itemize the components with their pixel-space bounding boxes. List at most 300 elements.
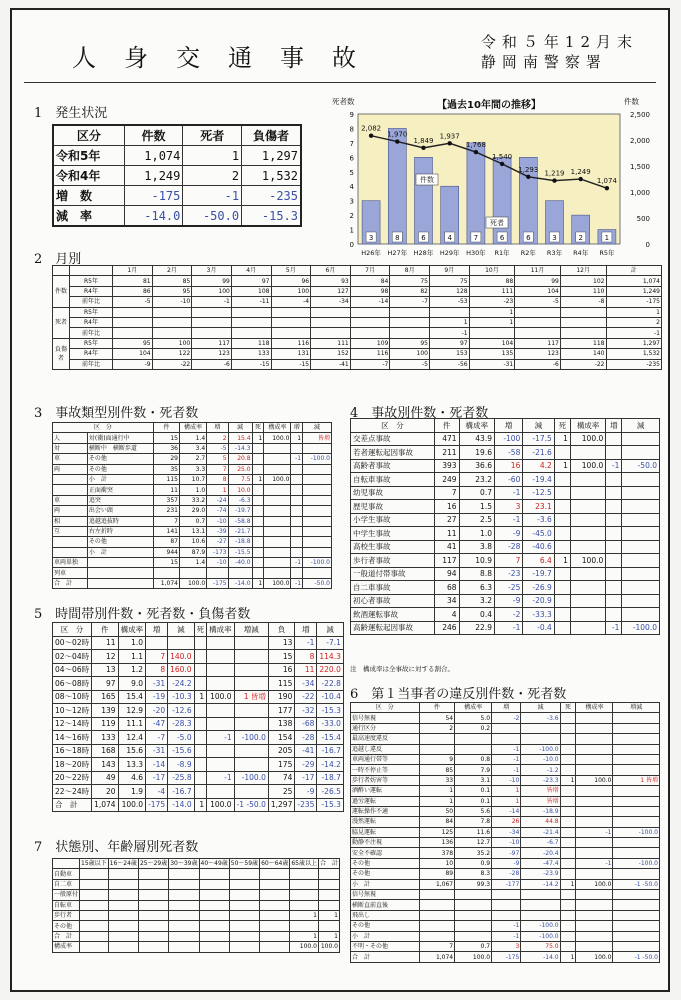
row-label: 不明・その他 bbox=[351, 941, 420, 951]
value-cell: 9.0 bbox=[118, 677, 146, 691]
x-tick-label: R5年 bbox=[599, 249, 615, 257]
table-row bbox=[53, 900, 340, 910]
value-cell: 13.1 bbox=[179, 526, 206, 536]
value-cell: -1 bbox=[291, 454, 303, 464]
value-cell bbox=[108, 931, 138, 941]
value-cell bbox=[108, 921, 138, 931]
value-cell bbox=[613, 931, 660, 941]
value-cell: -14.2 bbox=[521, 879, 560, 889]
value-cell bbox=[560, 910, 576, 920]
x-tick-label: H28年 bbox=[413, 249, 434, 257]
value-cell bbox=[554, 581, 570, 595]
value-cell: 1 bbox=[554, 432, 570, 446]
value-cell bbox=[570, 473, 605, 487]
value-cell: -7.1 bbox=[317, 636, 343, 650]
value-cell: 117 bbox=[434, 554, 459, 568]
value-cell: 100.0 bbox=[455, 952, 492, 962]
value-cell: 43.9 bbox=[459, 432, 494, 446]
value-cell: -175 bbox=[492, 952, 521, 962]
table-row bbox=[53, 307, 662, 317]
value-cell bbox=[264, 526, 291, 536]
value-cell: 0.7 bbox=[459, 486, 494, 500]
value-cell: 85 bbox=[152, 276, 192, 286]
value-cell bbox=[576, 723, 613, 733]
value-cell: -15.5 bbox=[228, 547, 252, 557]
value-cell bbox=[234, 744, 268, 758]
value-cell: 12 bbox=[92, 650, 118, 664]
header-cell: 30～39歳 bbox=[170, 860, 198, 868]
month-header: 計 bbox=[606, 266, 662, 276]
value-cell: -97 bbox=[492, 848, 521, 858]
value-cell: -100.0 bbox=[303, 454, 332, 464]
value-cell bbox=[108, 900, 138, 910]
value-cell: 4.6 bbox=[118, 771, 146, 785]
value-cell: -21.4 bbox=[521, 827, 560, 837]
value-cell bbox=[622, 473, 660, 487]
value-cell bbox=[80, 900, 109, 910]
row-label: 車両単独 bbox=[53, 558, 88, 568]
bar-label: 7 bbox=[473, 234, 479, 242]
row-label: 最高速度違反 bbox=[351, 734, 420, 744]
value-cell: -32 bbox=[295, 704, 317, 718]
month-header: 8月 bbox=[390, 266, 430, 276]
value-cell: -20.4 bbox=[521, 848, 560, 858]
value-cell: -1 bbox=[494, 486, 522, 500]
value-cell: -1 bbox=[494, 513, 522, 527]
table-row bbox=[351, 419, 660, 433]
value-cell bbox=[194, 717, 207, 731]
value-cell bbox=[613, 744, 660, 754]
value-cell bbox=[291, 516, 303, 526]
value-cell bbox=[228, 568, 252, 578]
row-label: 22～24時 bbox=[53, 785, 92, 799]
header-cell: 死者 bbox=[183, 125, 242, 146]
value-cell: -1 bbox=[183, 186, 242, 206]
value-cell: 23.1 bbox=[523, 500, 554, 514]
value-cell: 220.0 bbox=[317, 663, 343, 677]
value-cell bbox=[318, 879, 339, 889]
table-row bbox=[53, 433, 332, 443]
value-cell bbox=[576, 931, 613, 941]
row-label: 18～20時 bbox=[53, 758, 92, 772]
row-label: その他 bbox=[53, 921, 80, 931]
value-cell: 15 bbox=[153, 433, 179, 443]
value-cell bbox=[554, 486, 570, 500]
header-cell: 増 bbox=[494, 419, 522, 433]
row-label bbox=[53, 474, 88, 484]
row-label: 脇見運転 bbox=[351, 827, 420, 837]
row-label: R4年 bbox=[70, 349, 113, 359]
value-cell: 139 bbox=[92, 704, 118, 718]
value-cell: -24.2 bbox=[168, 677, 194, 691]
row-label: 08～10時 bbox=[53, 690, 92, 704]
row-label: 合 計 bbox=[53, 578, 88, 588]
value-cell: 100.0 bbox=[264, 433, 291, 443]
line-label: 1,074 bbox=[596, 177, 617, 186]
value-cell: -14 bbox=[146, 758, 168, 772]
value-cell bbox=[606, 486, 622, 500]
table-row bbox=[53, 474, 332, 484]
row-label: 人 bbox=[53, 433, 88, 443]
value-cell: 1 bbox=[560, 775, 576, 785]
table-row bbox=[53, 349, 662, 359]
value-cell bbox=[207, 650, 235, 664]
value-cell: -6 bbox=[515, 359, 561, 369]
value-cell bbox=[622, 594, 660, 608]
value-cell: -1 bbox=[430, 328, 470, 338]
value-cell bbox=[318, 869, 339, 879]
death-bar bbox=[415, 157, 433, 244]
row-label: 通行区分 bbox=[351, 723, 420, 733]
row-label bbox=[53, 547, 88, 557]
row-label: 小 計 bbox=[87, 474, 153, 484]
value-cell bbox=[311, 307, 351, 317]
table-row bbox=[351, 869, 660, 879]
value-cell: 190 bbox=[268, 690, 294, 704]
value-cell: 1 bbox=[560, 879, 576, 889]
value-cell: 116 bbox=[350, 349, 390, 359]
value-cell: 1.0 bbox=[459, 527, 494, 541]
value-cell bbox=[554, 594, 570, 608]
value-cell bbox=[229, 900, 259, 910]
value-cell: 140.0 bbox=[168, 650, 194, 664]
bar-label: 8 bbox=[395, 234, 400, 242]
value-cell: 54 bbox=[419, 713, 455, 723]
left-tick-label: 9 bbox=[349, 111, 354, 119]
value-cell: 7.5 bbox=[228, 474, 252, 484]
value-cell bbox=[469, 328, 515, 338]
value-cell bbox=[613, 869, 660, 879]
value-cell bbox=[419, 890, 455, 900]
value-cell bbox=[252, 495, 264, 505]
value-cell: -22 bbox=[152, 359, 192, 369]
value-cell bbox=[492, 910, 521, 920]
row-label: 合 計 bbox=[53, 798, 92, 812]
value-cell: -6.3 bbox=[228, 495, 252, 505]
value-cell bbox=[560, 328, 606, 338]
value-cell: 15.4 bbox=[118, 690, 146, 704]
header-cell: 増 bbox=[606, 419, 622, 433]
value-cell: -18.7 bbox=[317, 771, 343, 785]
row-label: R5年 bbox=[70, 338, 113, 348]
value-cell bbox=[291, 485, 303, 495]
value-cell: -41 bbox=[295, 744, 317, 758]
row-label: 横断中 横断歩道 bbox=[87, 443, 153, 453]
value-cell bbox=[606, 554, 622, 568]
violation-table bbox=[350, 702, 660, 963]
month-header: 4月 bbox=[231, 266, 271, 276]
value-cell bbox=[252, 547, 264, 557]
table-row bbox=[351, 931, 660, 941]
month-header: 5月 bbox=[271, 266, 311, 276]
value-cell bbox=[199, 890, 229, 900]
value-cell: 10.6 bbox=[179, 537, 206, 547]
table-row bbox=[351, 594, 660, 608]
row-label: 令和5年 bbox=[53, 146, 124, 166]
row-label: 列車 bbox=[53, 568, 88, 578]
month-header: 11月 bbox=[515, 266, 561, 276]
table-row bbox=[351, 432, 660, 446]
row-label: R4年 bbox=[70, 317, 113, 327]
value-cell: 1.0 bbox=[179, 485, 206, 495]
header-cell: 区 分 bbox=[53, 623, 92, 637]
value-cell bbox=[419, 744, 455, 754]
value-cell bbox=[613, 910, 660, 920]
table-row bbox=[351, 500, 660, 514]
value-cell: 100.0 bbox=[576, 775, 613, 785]
value-cell bbox=[419, 921, 455, 931]
line-label: 1,849 bbox=[413, 136, 434, 145]
value-cell: -175 bbox=[124, 186, 183, 206]
header-divider bbox=[24, 82, 656, 83]
value-cell: -11 bbox=[231, 297, 271, 307]
value-cell bbox=[576, 890, 613, 900]
value-cell: -175 bbox=[207, 578, 228, 588]
value-cell: -100.0 bbox=[303, 558, 332, 568]
table-row bbox=[53, 910, 340, 920]
right-tick-label: 0 bbox=[645, 241, 650, 249]
value-cell bbox=[229, 879, 259, 889]
value-cell: -15.3 bbox=[317, 798, 343, 812]
count-point bbox=[579, 177, 583, 181]
bar-label: 6 bbox=[499, 234, 505, 242]
value-cell bbox=[613, 848, 660, 858]
value-cell bbox=[318, 890, 339, 900]
value-cell: 7.8 bbox=[455, 817, 492, 827]
row-label: 車 bbox=[53, 454, 88, 464]
table-row bbox=[53, 578, 332, 588]
value-cell bbox=[419, 910, 455, 920]
value-cell bbox=[264, 537, 291, 547]
value-cell bbox=[291, 526, 303, 536]
value-cell bbox=[194, 650, 207, 664]
line-label: 1,219 bbox=[544, 169, 565, 178]
value-cell: -14.3 bbox=[228, 443, 252, 453]
value-cell: 118 bbox=[560, 338, 606, 348]
value-cell: 471 bbox=[434, 432, 459, 446]
value-cell: 100.0 bbox=[118, 798, 146, 812]
value-cell: -4 bbox=[271, 297, 311, 307]
value-cell bbox=[169, 910, 199, 920]
row-label: その他 bbox=[87, 537, 153, 547]
row-label: 両 bbox=[53, 464, 88, 474]
value-cell bbox=[350, 317, 390, 327]
value-cell: 115 bbox=[153, 474, 179, 484]
value-cell bbox=[570, 540, 605, 554]
value-cell: 140 bbox=[560, 349, 606, 359]
row-label: 小 計 bbox=[351, 931, 420, 941]
table-row bbox=[351, 786, 660, 796]
value-cell: -28.3 bbox=[168, 717, 194, 731]
value-cell: 4 bbox=[434, 608, 459, 622]
value-cell: -1 -50.0 bbox=[613, 879, 660, 889]
month-header: 10月 bbox=[469, 266, 515, 276]
header-cell: 件 bbox=[434, 419, 459, 433]
value-cell: 1 bbox=[419, 786, 455, 796]
left-tick-label: 8 bbox=[349, 125, 354, 134]
value-cell bbox=[234, 677, 268, 691]
value-cell: 944 bbox=[153, 547, 179, 557]
value-cell bbox=[303, 495, 332, 505]
row-label: 車両通行帯等 bbox=[351, 754, 420, 764]
value-cell: 84 bbox=[419, 817, 455, 827]
value-cell: -14.0 bbox=[228, 578, 252, 588]
state-age-table bbox=[52, 858, 340, 953]
value-cell bbox=[560, 723, 576, 733]
x-tick-label: H27年 bbox=[387, 249, 408, 257]
value-cell: -9 bbox=[492, 858, 521, 868]
value-cell bbox=[554, 567, 570, 581]
value-cell: 3.2 bbox=[459, 594, 494, 608]
value-cell: 100.0 bbox=[576, 879, 613, 889]
table-row bbox=[351, 890, 660, 900]
value-cell: 8.8 bbox=[459, 567, 494, 581]
table-row bbox=[53, 464, 332, 474]
value-cell: 97 bbox=[430, 338, 470, 348]
value-cell: 11 bbox=[434, 527, 459, 541]
value-cell: -3.6 bbox=[521, 713, 560, 723]
value-cell: 122 bbox=[152, 349, 192, 359]
value-cell: 93 bbox=[311, 276, 351, 286]
value-cell bbox=[194, 771, 207, 785]
value-cell bbox=[194, 636, 207, 650]
left-axis-label: 死者数 bbox=[332, 97, 355, 106]
value-cell: -22.8 bbox=[317, 677, 343, 691]
value-cell: -4 bbox=[146, 785, 168, 799]
value-cell: -235 bbox=[295, 798, 317, 812]
count-point bbox=[448, 141, 452, 145]
value-cell bbox=[606, 432, 622, 446]
value-cell: 75 bbox=[430, 276, 470, 286]
value-cell: -50.0 bbox=[622, 459, 660, 473]
value-cell: 1 bbox=[194, 798, 207, 812]
value-cell bbox=[303, 474, 332, 484]
value-cell: 7 bbox=[494, 554, 522, 568]
value-cell: 皆増 bbox=[303, 433, 332, 443]
value-cell bbox=[390, 317, 430, 327]
value-cell bbox=[303, 506, 332, 516]
value-cell: 6.4 bbox=[523, 554, 554, 568]
table-row bbox=[351, 734, 660, 744]
value-cell: 7.9 bbox=[455, 765, 492, 775]
death-bar bbox=[493, 157, 511, 244]
month-header: 3月 bbox=[192, 266, 232, 276]
trend-chart bbox=[330, 92, 660, 262]
value-cell bbox=[554, 621, 570, 635]
value-cell: 皆増 bbox=[521, 786, 560, 796]
x-tick-label: H29年 bbox=[439, 249, 460, 257]
table-row bbox=[351, 858, 660, 868]
value-cell: 10 bbox=[419, 858, 455, 868]
value-cell bbox=[291, 443, 303, 453]
row-label: 00～02時 bbox=[53, 636, 92, 650]
value-cell: 125 bbox=[419, 827, 455, 837]
value-cell bbox=[229, 910, 259, 920]
value-cell bbox=[152, 328, 192, 338]
value-cell: 12.7 bbox=[455, 838, 492, 848]
table-row bbox=[53, 125, 301, 146]
value-cell bbox=[252, 558, 264, 568]
value-cell bbox=[252, 485, 264, 495]
table-row bbox=[53, 454, 332, 464]
time-of-day-table bbox=[52, 622, 344, 812]
value-cell: 41 bbox=[434, 540, 459, 554]
value-cell bbox=[303, 516, 332, 526]
value-cell: -1 bbox=[606, 621, 622, 635]
value-cell: 1 bbox=[252, 474, 264, 484]
section-4-heading: 4 事故別件数・死者数 bbox=[350, 406, 489, 421]
table-row bbox=[351, 713, 660, 723]
value-cell: -68 bbox=[295, 717, 317, 731]
value-cell bbox=[455, 890, 492, 900]
value-cell: -19.7 bbox=[523, 567, 554, 581]
value-cell bbox=[108, 942, 138, 952]
value-cell bbox=[291, 506, 303, 516]
value-cell: 20.8 bbox=[228, 454, 252, 464]
value-cell bbox=[303, 568, 332, 578]
value-cell: 25 bbox=[268, 785, 294, 799]
value-cell bbox=[271, 317, 311, 327]
value-cell: -5.0 bbox=[168, 731, 194, 745]
value-cell bbox=[290, 900, 319, 910]
table-row bbox=[351, 952, 660, 962]
value-cell: -15.4 bbox=[317, 731, 343, 745]
bar-label: 6 bbox=[421, 234, 426, 242]
value-cell: 84 bbox=[350, 276, 390, 286]
row-label: 幼児事故 bbox=[351, 486, 435, 500]
value-cell bbox=[576, 754, 613, 764]
value-cell bbox=[570, 581, 605, 595]
value-cell bbox=[252, 464, 264, 474]
value-cell bbox=[613, 786, 660, 796]
row-label: 前年比 bbox=[70, 359, 113, 369]
value-cell bbox=[264, 495, 291, 505]
value-cell bbox=[576, 921, 613, 931]
value-cell: 0.7 bbox=[455, 941, 492, 951]
value-cell: 97 bbox=[92, 677, 118, 691]
value-cell: 2.7 bbox=[179, 454, 206, 464]
value-cell: 5 bbox=[207, 454, 228, 464]
value-cell: 81 bbox=[113, 276, 153, 286]
value-cell bbox=[311, 317, 351, 327]
value-cell bbox=[303, 547, 332, 557]
value-cell bbox=[113, 328, 153, 338]
callout-count: 件数 bbox=[420, 176, 434, 184]
value-cell: 82 bbox=[390, 286, 430, 296]
value-cell: -58.8 bbox=[228, 516, 252, 526]
value-cell: -9 bbox=[295, 785, 317, 799]
row-label: その他 bbox=[351, 869, 420, 879]
value-cell bbox=[113, 307, 153, 317]
header-cell: 減 bbox=[622, 419, 660, 433]
value-cell bbox=[252, 568, 264, 578]
row-label: 動静不注視 bbox=[351, 838, 420, 848]
value-cell bbox=[169, 890, 199, 900]
value-cell: -2 bbox=[494, 608, 522, 622]
row-label: 運転操作不適 bbox=[351, 806, 420, 816]
row-label: 追越追抜時 bbox=[87, 516, 153, 526]
value-cell: 177 bbox=[268, 704, 294, 718]
value-cell: -12.5 bbox=[523, 486, 554, 500]
value-cell: -21.6 bbox=[523, 446, 554, 460]
section-2-heading: 2 月別 bbox=[34, 252, 82, 267]
value-cell bbox=[194, 758, 207, 772]
value-cell bbox=[153, 568, 179, 578]
row-label: 自二車 bbox=[53, 879, 80, 889]
section-3-heading: 3 事故類型別件数・死者数 bbox=[34, 406, 199, 421]
value-cell: 0.9 bbox=[455, 858, 492, 868]
value-cell bbox=[560, 713, 576, 723]
